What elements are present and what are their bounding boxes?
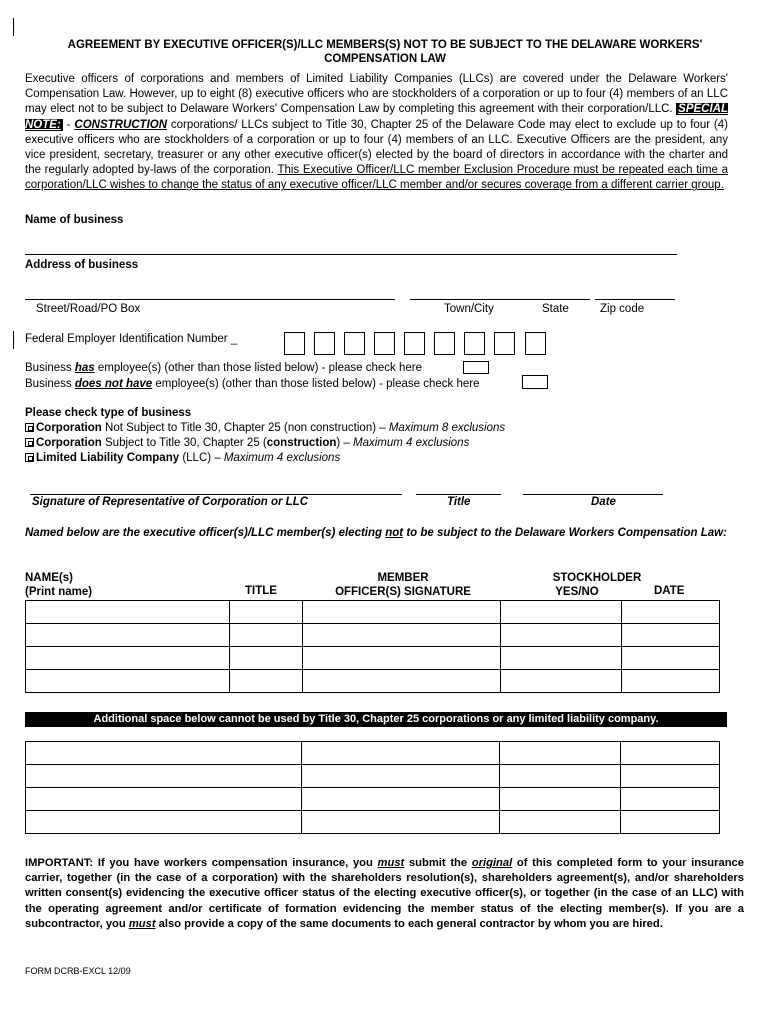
checkbox-icon[interactable] <box>25 453 34 462</box>
table-cell[interactable] <box>501 624 622 647</box>
text-cursor <box>13 18 14 36</box>
opt1-bold: Corporation <box>36 422 102 434</box>
header-member-line2: OFFICER(S) SIGNATURE <box>335 586 471 598</box>
table-cell[interactable] <box>622 601 720 624</box>
table-row <box>26 811 720 834</box>
special-note: SPECIAL NOTE: <box>25 103 728 131</box>
opt3-italic: Maximum 4 exclusions <box>223 452 341 464</box>
zip-field[interactable] <box>595 299 675 300</box>
table-cell[interactable] <box>26 670 230 693</box>
header-stock-line1: STOCKHOLDER <box>552 572 642 584</box>
town-label: Town/City <box>444 303 494 315</box>
opt2-bold: Corporation <box>36 437 102 449</box>
fein-digit-8[interactable] <box>494 332 515 355</box>
imp-must-2: must <box>128 917 156 930</box>
fein-digit-7[interactable] <box>464 332 485 355</box>
table-cell[interactable] <box>230 624 303 647</box>
additional-space-banner: Additional space below cannot be used by Title 30, Chapter 25 corporations or any limited liability company. <box>25 712 727 727</box>
construction-word: CONSTRUCTION <box>74 118 168 131</box>
table-row <box>26 647 720 670</box>
table-cell[interactable] <box>621 765 720 788</box>
fein-digit-1[interactable] <box>284 332 305 355</box>
table-cell[interactable] <box>500 788 621 811</box>
name-of-business-label: Name of business <box>25 214 124 226</box>
signature-field[interactable] <box>30 494 402 495</box>
intro-text-2: corporations/ LLCs subject to Title 30, Chapter 25 of the Delaware Code may elect to exclude up to four (4) executive officers who are stockholders of a corporation or up to four (4) members of an LLC. Executive Officers are the president, any vice president, secretary, treasurer or any other executive officer(s) elected by the board of directors in accordance with the charter and the regularly adopted by-laws of the corporation. <box>25 118 728 177</box>
opt2-normal2: ) – <box>336 437 354 449</box>
fein-digit-5[interactable] <box>404 332 425 355</box>
table-cell[interactable] <box>302 811 500 834</box>
name-of-business-field[interactable] <box>25 254 677 255</box>
table-row <box>26 788 720 811</box>
checkbox-icon[interactable] <box>25 423 34 432</box>
imp-must-1: must <box>377 857 405 869</box>
table-cell[interactable] <box>500 742 621 765</box>
option-corp-construction[interactable] <box>25 437 469 449</box>
not-pre: Business <box>25 378 75 390</box>
town-state-field[interactable] <box>410 299 590 300</box>
named-below-statement <box>25 526 745 541</box>
opt3-bold: Limited Liability Company <box>36 452 180 464</box>
imp-1: IMPORTANT: If you have workers compensation insurance, you <box>25 857 378 869</box>
table-cell[interactable] <box>230 647 303 670</box>
named-not: not <box>385 527 404 539</box>
business-type-heading: Please check type of business <box>25 407 192 419</box>
table-cell[interactable] <box>26 742 302 765</box>
table-row <box>26 601 720 624</box>
title-label: Title <box>447 496 471 508</box>
opt1-normal: Not Subject to Title 30, Chapter 25 (non construction) – <box>101 422 389 434</box>
opt3-normal: (LLC) – <box>179 452 224 464</box>
table-cell[interactable] <box>501 670 622 693</box>
table-cell[interactable] <box>26 601 230 624</box>
street-field[interactable] <box>25 299 395 300</box>
form-title: AGREEMENT BY EXECUTIVE OFFICER(S)/LLC MEMBERS(S) NOT TO BE SUBJECT TO THE DELAWARE WORKERS' COMPENSATION LAW <box>67 39 703 65</box>
table-cell[interactable] <box>303 601 501 624</box>
date-field[interactable] <box>523 494 663 495</box>
state-label: State <box>542 303 569 315</box>
zip-label: Zip code <box>600 303 645 315</box>
named-pre: Named below are the executive officer(s)/LLC member(s) electing <box>25 527 386 539</box>
intro-dash: - <box>62 118 75 131</box>
table-cell[interactable] <box>26 788 302 811</box>
header-stock-line2: YES/NO <box>555 586 599 598</box>
intro-text-1: Executive officers of corporations and members of Limited Liability Companies (LLCs) are covered under the Delaware Workers' Compensation Law. However, up to eight (8) executive officers who are stockholders of a corporation or up to four (4) members of an LLC may elect not to be subject to Delaware Workers' Compensation Law by completing this agreement with their corporation/LLC. <box>25 73 728 116</box>
header-date: DATE <box>654 585 685 597</box>
has-word: has <box>74 362 95 374</box>
table-cell[interactable] <box>501 601 622 624</box>
no-employees-checkbox[interactable] <box>522 375 548 389</box>
address-of-business-label: Address of business <box>25 259 139 271</box>
officer-table <box>25 600 720 693</box>
table-cell[interactable] <box>230 601 303 624</box>
opt2-normal: Subject to Title 30, Chapter 25 ( <box>101 437 267 449</box>
not-post: employee(s) (other than those listed below) - please check here <box>152 378 480 390</box>
imp-original: original <box>471 857 513 869</box>
no-employees-row <box>25 378 479 390</box>
fein-digit-4[interactable] <box>374 332 395 355</box>
has-post: employee(s) (other than those listed below) - please check here <box>94 362 422 374</box>
option-llc[interactable] <box>25 452 340 464</box>
checkbox-icon[interactable] <box>25 438 34 447</box>
table-row <box>26 624 720 647</box>
header-name-line2: (Print name) <box>25 586 93 598</box>
form-id: FORM DCRB-EXCL 12/09 <box>25 966 131 976</box>
fein-digit-3[interactable] <box>344 332 365 355</box>
table-cell[interactable] <box>501 647 622 670</box>
opt1-italic: Maximum 8 exclusions <box>388 422 506 434</box>
table-cell[interactable] <box>621 811 720 834</box>
not-word: does not have <box>74 378 153 390</box>
option-corp-non-construction[interactable] <box>25 422 505 434</box>
table-cell[interactable] <box>622 647 720 670</box>
header-name-line1: NAME(s) <box>25 572 73 584</box>
header-name <box>25 571 92 599</box>
fein-digit-9[interactable] <box>525 332 546 355</box>
table-cell[interactable] <box>622 624 720 647</box>
header-member-line1: MEMBER <box>377 572 429 584</box>
table-cell[interactable] <box>621 788 720 811</box>
imp-3: of this completed form to your insurance carrier, together (in the case of a corporation) with the shareholders resolution(s), shareholders agreement(s), and/or shareholders written consent(s) evidencing the executive officer status of the electing executive officer(s), or together (in the case of an LLC) with the operating agreement and/or certificate of formation evidencing the member status of the electing member(s). If you are a subcontractor, you <box>25 857 744 930</box>
table-row <box>26 670 720 693</box>
table-cell[interactable] <box>621 742 720 765</box>
table-cell[interactable] <box>230 670 303 693</box>
intro-underlined: This Executive Officer/LLC member Exclusion Procedure must be repeated each time a corporation/LLC wishes to change the status of any executive officer/LLC member and/or secures coverage from a different carrier group. <box>25 164 728 192</box>
table-cell[interactable] <box>622 670 720 693</box>
table-cell[interactable] <box>303 647 501 670</box>
table-cell[interactable] <box>500 811 621 834</box>
date-label: Date <box>591 496 616 508</box>
additional-table <box>25 741 720 834</box>
table-cell[interactable] <box>26 811 302 834</box>
has-employees-checkbox[interactable] <box>463 361 489 374</box>
table-cell[interactable] <box>26 765 302 788</box>
table-cell[interactable] <box>303 624 501 647</box>
table-cell[interactable] <box>302 742 500 765</box>
has-pre: Business <box>25 362 75 374</box>
table-row <box>26 742 720 765</box>
fein-digit-2[interactable] <box>314 332 335 355</box>
header-title: TITLE <box>245 585 277 597</box>
table-cell[interactable] <box>26 647 230 670</box>
imp-4: also provide a copy of the same documents to each general contractor by whom you are hired. <box>155 917 663 930</box>
title-field[interactable] <box>416 494 501 495</box>
text-cursor-2 <box>13 331 14 349</box>
table-cell[interactable] <box>302 788 500 811</box>
important-notice <box>25 856 744 932</box>
opt2-bold2: construction <box>266 437 337 449</box>
table-cell[interactable] <box>500 765 621 788</box>
table-cell[interactable] <box>302 765 500 788</box>
fein-label: Federal Employer Identification Number _ <box>25 333 238 345</box>
table-row <box>26 765 720 788</box>
imp-2: submit the <box>404 857 472 869</box>
street-label: Street/Road/PO Box <box>36 303 141 315</box>
table-cell[interactable] <box>303 670 501 693</box>
fein-digit-6[interactable] <box>434 332 455 355</box>
table-cell[interactable] <box>26 624 230 647</box>
signature-label: Signature of Representative of Corporation or LLC <box>32 496 309 508</box>
named-post: to be subject to the Delaware Workers Compensation Law: <box>403 527 727 539</box>
has-employees-row <box>25 362 422 374</box>
opt2-italic: Maximum 4 exclusions <box>353 437 470 449</box>
header-member <box>303 571 503 599</box>
intro-paragraph <box>25 72 728 194</box>
